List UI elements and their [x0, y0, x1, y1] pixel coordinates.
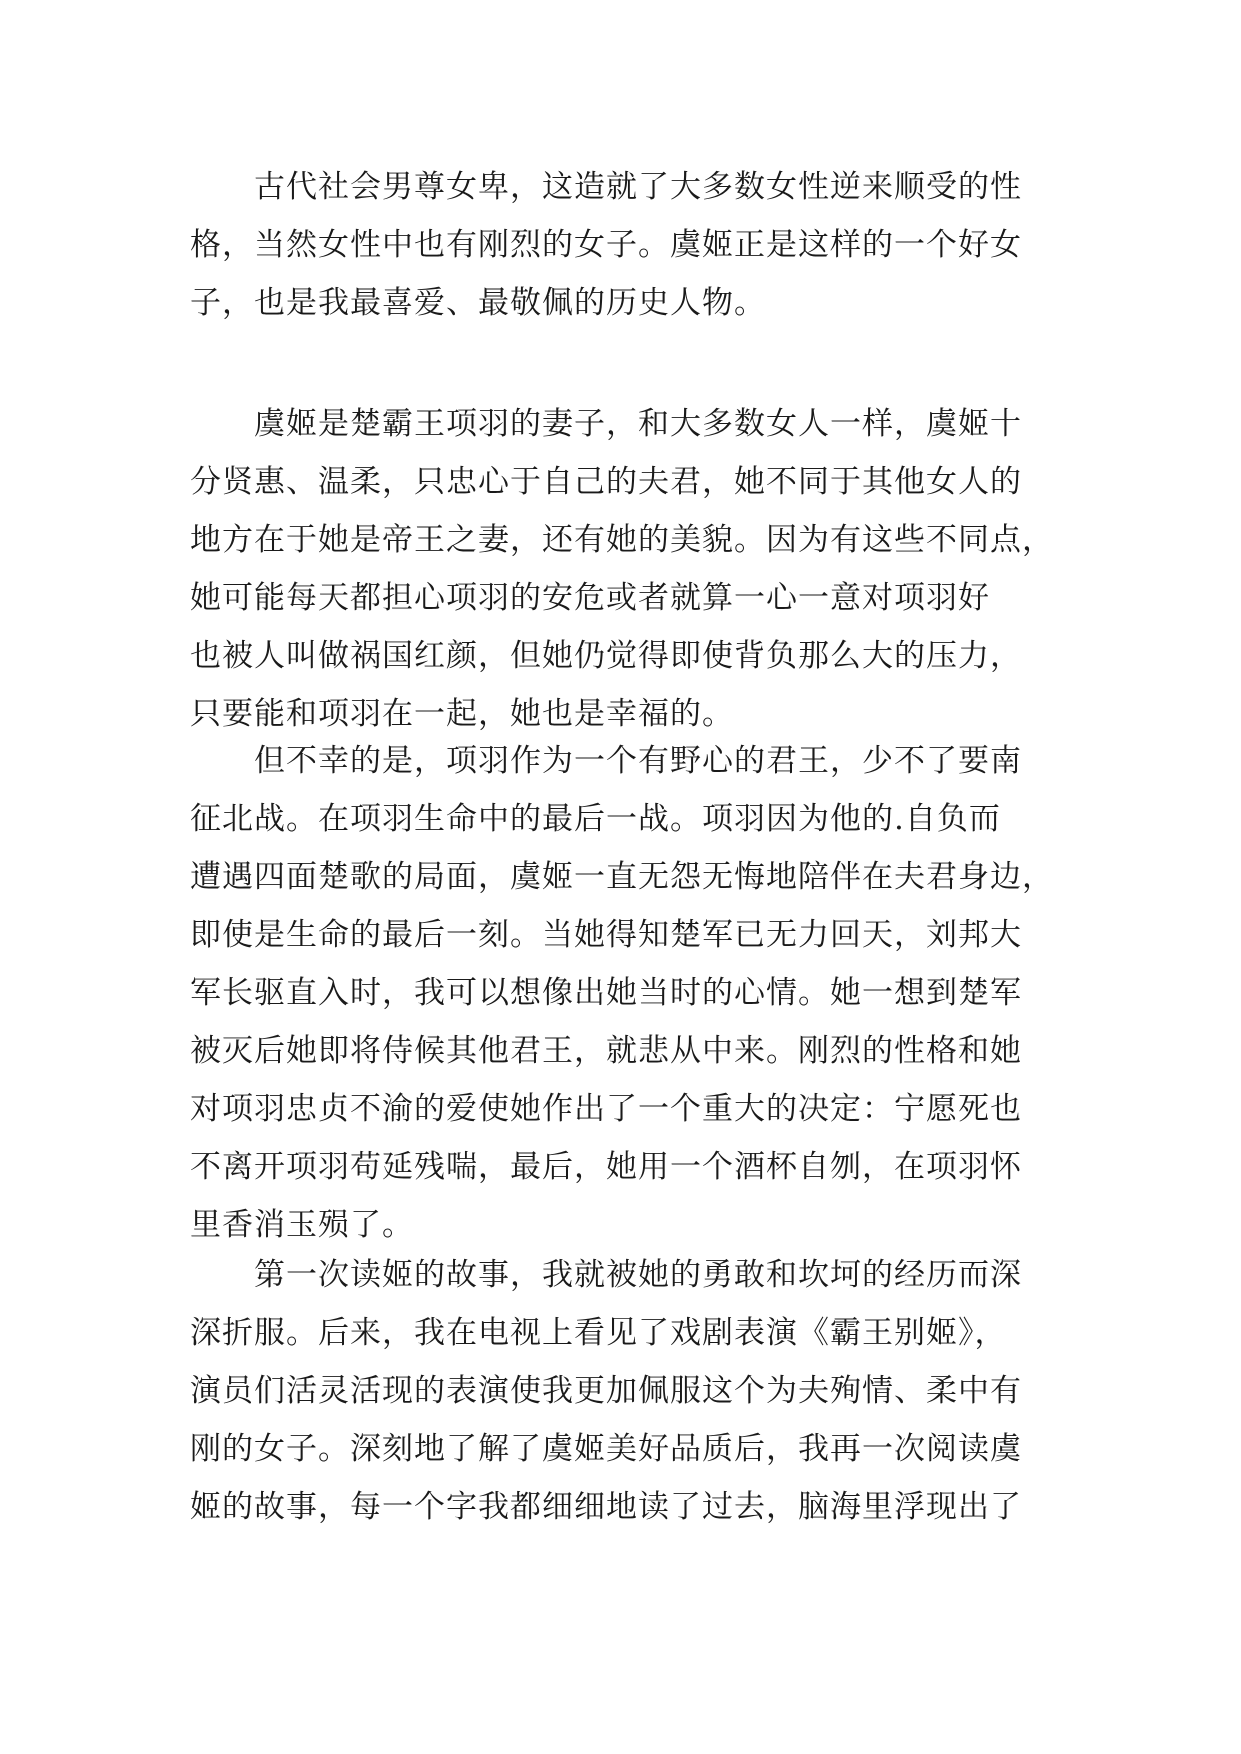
- paragraph-line: 虞姬是楚霸王项羽的妻子，和大多数女人一样，虞姬十: [254, 406, 1022, 442]
- paragraph-line: 姬的故事，每一个字我都细细地读了过去，脑海里浮现出了: [190, 1489, 1022, 1525]
- paragraph-line: 子，也是我最喜爱、最敬佩的历史人物。: [190, 285, 766, 321]
- paragraph-line: 只要能和项羽在一起，她也是幸福的。: [190, 696, 734, 732]
- paragraph-line: 征北战。在项羽生命中的最后一战。项羽因为他的.自负而: [190, 801, 1001, 837]
- paragraph-1: [190, 158, 1070, 332]
- paragraph-line: 格，当然女性中也有刚烈的女子。虞姬正是这样的一个好女: [190, 227, 1022, 263]
- paragraph-line: 里香消玉殒了。: [190, 1207, 414, 1243]
- paragraph-line: 被灭后她即将侍候其他君王，就悲从中来。刚烈的性格和她: [190, 1033, 1022, 1069]
- paragraph-line: 深折服。后来，我在电视上看见了戏剧表演《霸王别姬》，: [190, 1315, 1007, 1351]
- paragraph-line: 地方在于她是帝王之妻，还有她的美貌。因为有这些不同点，: [190, 522, 1054, 558]
- paragraph-4: [190, 1246, 1070, 1536]
- paragraph-line: 不离开项羽苟延残喘，最后，她用一个酒杯自刎，在项羽怀: [190, 1149, 1022, 1185]
- paragraph-2: [190, 395, 1070, 743]
- paragraph-line: 刚的女子。深刻地了解了虞姬美好品质后，我再一次阅读虞: [190, 1431, 1022, 1467]
- paragraph-line: 也被人叫做祸国红颜，但她仍觉得即使背负那么大的压力，: [190, 638, 1022, 674]
- paragraph-line: 遭遇四面楚歌的局面，虞姬一直无怨无悔地陪伴在夫君身边，: [190, 859, 1054, 895]
- paragraph-line: 第一次读姬的故事，我就被她的勇敢和坎坷的经历而深: [254, 1257, 1022, 1293]
- paragraph-line: 她可能每天都担心项羽的安危或者就算一心一意对项羽好: [190, 580, 990, 616]
- paragraph-line: 演员们活灵活现的表演使我更加佩服这个为夫殉情、柔中有: [190, 1373, 1022, 1409]
- paragraph-line: 军长驱直入时，我可以想像出她当时的心情。她一想到楚军: [190, 975, 1022, 1011]
- paragraph-line: 即使是生命的最后一刻。当她得知楚军已无力回天，刘邦大: [190, 917, 1022, 953]
- paragraph-3: [190, 732, 1070, 1254]
- paragraph-line: 但不幸的是，项羽作为一个有野心的君王，少不了要南: [254, 743, 1022, 779]
- paragraph-line: 分贤惠、温柔，只忠心于自己的夫君，她不同于其他女人的: [190, 464, 1022, 500]
- paragraph-line: 古代社会男尊女卑，这造就了大多数女性逆来顺受的性: [254, 169, 1022, 205]
- paragraph-line: 对项羽忠贞不渝的爱使她作出了一个重大的决定：宁愿死也: [190, 1091, 1022, 1127]
